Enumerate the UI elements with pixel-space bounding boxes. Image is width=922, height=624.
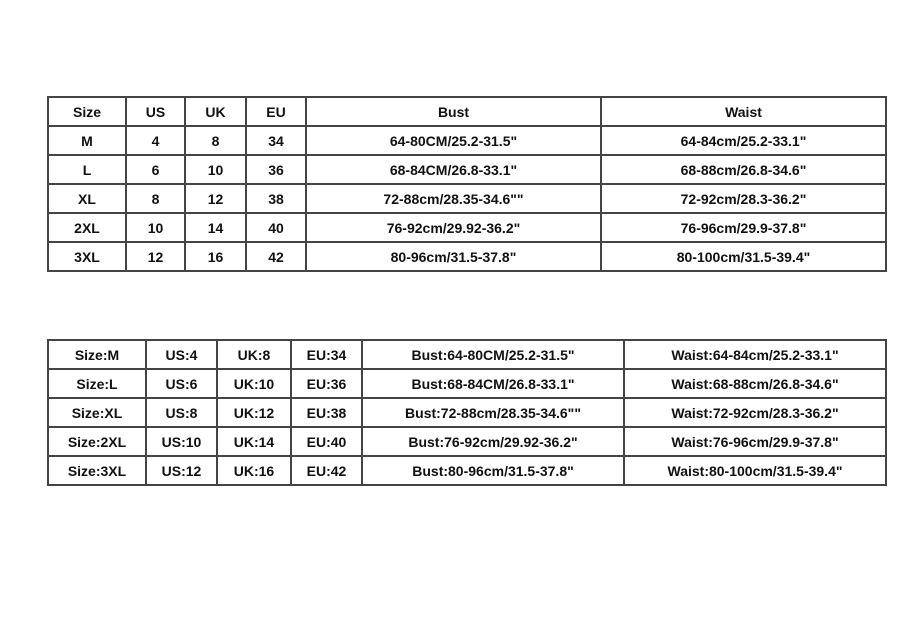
cell-us: 6 — [126, 155, 185, 184]
size-chart-table — [47, 96, 887, 272]
cell-bust: Bust:76-92cm/29.92-36.2" — [362, 427, 624, 456]
cell-bust: 64-80CM/25.2-31.5" — [306, 126, 601, 155]
cell-size: Size:3XL — [48, 456, 146, 485]
cell-waist: 64-84cm/25.2-33.1" — [601, 126, 886, 155]
table-row — [48, 242, 886, 271]
cell-eu: 42 — [246, 242, 306, 271]
cell-eu: 34 — [246, 126, 306, 155]
cell-size: Size:L — [48, 369, 146, 398]
cell-waist: Waist:76-96cm/29.9-37.8" — [624, 427, 886, 456]
cell-bust: Bust:80-96cm/31.5-37.8" — [362, 456, 624, 485]
cell-us: US:10 — [146, 427, 217, 456]
header-waist: Waist — [601, 97, 886, 126]
cell-uk: 12 — [185, 184, 246, 213]
cell-uk: UK:10 — [217, 369, 291, 398]
table-row — [48, 427, 886, 456]
cell-us: US:4 — [146, 340, 217, 369]
cell-us: US:12 — [146, 456, 217, 485]
cell-waist: 72-92cm/28.3-36.2" — [601, 184, 886, 213]
table-row — [48, 456, 886, 485]
cell-bust: 80-96cm/31.5-37.8" — [306, 242, 601, 271]
header-bust: Bust — [306, 97, 601, 126]
cell-size: M — [48, 126, 126, 155]
size-chart-body — [48, 97, 886, 271]
table-row — [48, 213, 886, 242]
cell-size: L — [48, 155, 126, 184]
cell-eu: EU:42 — [291, 456, 362, 485]
cell-us: US:6 — [146, 369, 217, 398]
cell-waist: Waist:64-84cm/25.2-33.1" — [624, 340, 886, 369]
cell-waist: Waist:72-92cm/28.3-36.2" — [624, 398, 886, 427]
cell-uk: UK:12 — [217, 398, 291, 427]
cell-uk: 10 — [185, 155, 246, 184]
cell-uk: UK:8 — [217, 340, 291, 369]
table-row — [48, 126, 886, 155]
cell-uk: UK:14 — [217, 427, 291, 456]
size-chart-labeled-table — [47, 339, 887, 486]
cell-eu: 40 — [246, 213, 306, 242]
cell-uk: 8 — [185, 126, 246, 155]
cell-uk: UK:16 — [217, 456, 291, 485]
cell-uk: 16 — [185, 242, 246, 271]
table-row — [48, 398, 886, 427]
cell-eu: 36 — [246, 155, 306, 184]
size-chart-labeled-body — [48, 340, 886, 485]
cell-eu: 38 — [246, 184, 306, 213]
cell-size: XL — [48, 184, 126, 213]
cell-us: 10 — [126, 213, 185, 242]
cell-size: Size:M — [48, 340, 146, 369]
cell-size: 3XL — [48, 242, 126, 271]
cell-size: Size:2XL — [48, 427, 146, 456]
cell-size: Size:XL — [48, 398, 146, 427]
cell-bust: 68-84CM/26.8-33.1" — [306, 155, 601, 184]
cell-bust: Bust:68-84CM/26.8-33.1" — [362, 369, 624, 398]
cell-us: 8 — [126, 184, 185, 213]
cell-bust: Bust:64-80CM/25.2-31.5" — [362, 340, 624, 369]
header-row — [48, 97, 886, 126]
cell-waist: 80-100cm/31.5-39.4" — [601, 242, 886, 271]
cell-waist: 68-88cm/26.8-34.6" — [601, 155, 886, 184]
table-row — [48, 184, 886, 213]
table-row — [48, 155, 886, 184]
cell-uk: 14 — [185, 213, 246, 242]
cell-bust: 76-92cm/29.92-36.2" — [306, 213, 601, 242]
header-uk: UK — [185, 97, 246, 126]
cell-eu: EU:38 — [291, 398, 362, 427]
cell-bust: Bust:72-88cm/28.35-34.6"" — [362, 398, 624, 427]
cell-waist: Waist:80-100cm/31.5-39.4" — [624, 456, 886, 485]
table-row — [48, 340, 886, 369]
cell-us: 4 — [126, 126, 185, 155]
cell-eu: EU:40 — [291, 427, 362, 456]
cell-bust: 72-88cm/28.35-34.6"" — [306, 184, 601, 213]
header-us: US — [126, 97, 185, 126]
cell-waist: Waist:68-88cm/26.8-34.6" — [624, 369, 886, 398]
cell-eu: EU:36 — [291, 369, 362, 398]
cell-us: US:8 — [146, 398, 217, 427]
cell-us: 12 — [126, 242, 185, 271]
header-eu: EU — [246, 97, 306, 126]
cell-eu: EU:34 — [291, 340, 362, 369]
table-row — [48, 369, 886, 398]
header-size: Size — [48, 97, 126, 126]
cell-waist: 76-96cm/29.9-37.8" — [601, 213, 886, 242]
cell-size: 2XL — [48, 213, 126, 242]
